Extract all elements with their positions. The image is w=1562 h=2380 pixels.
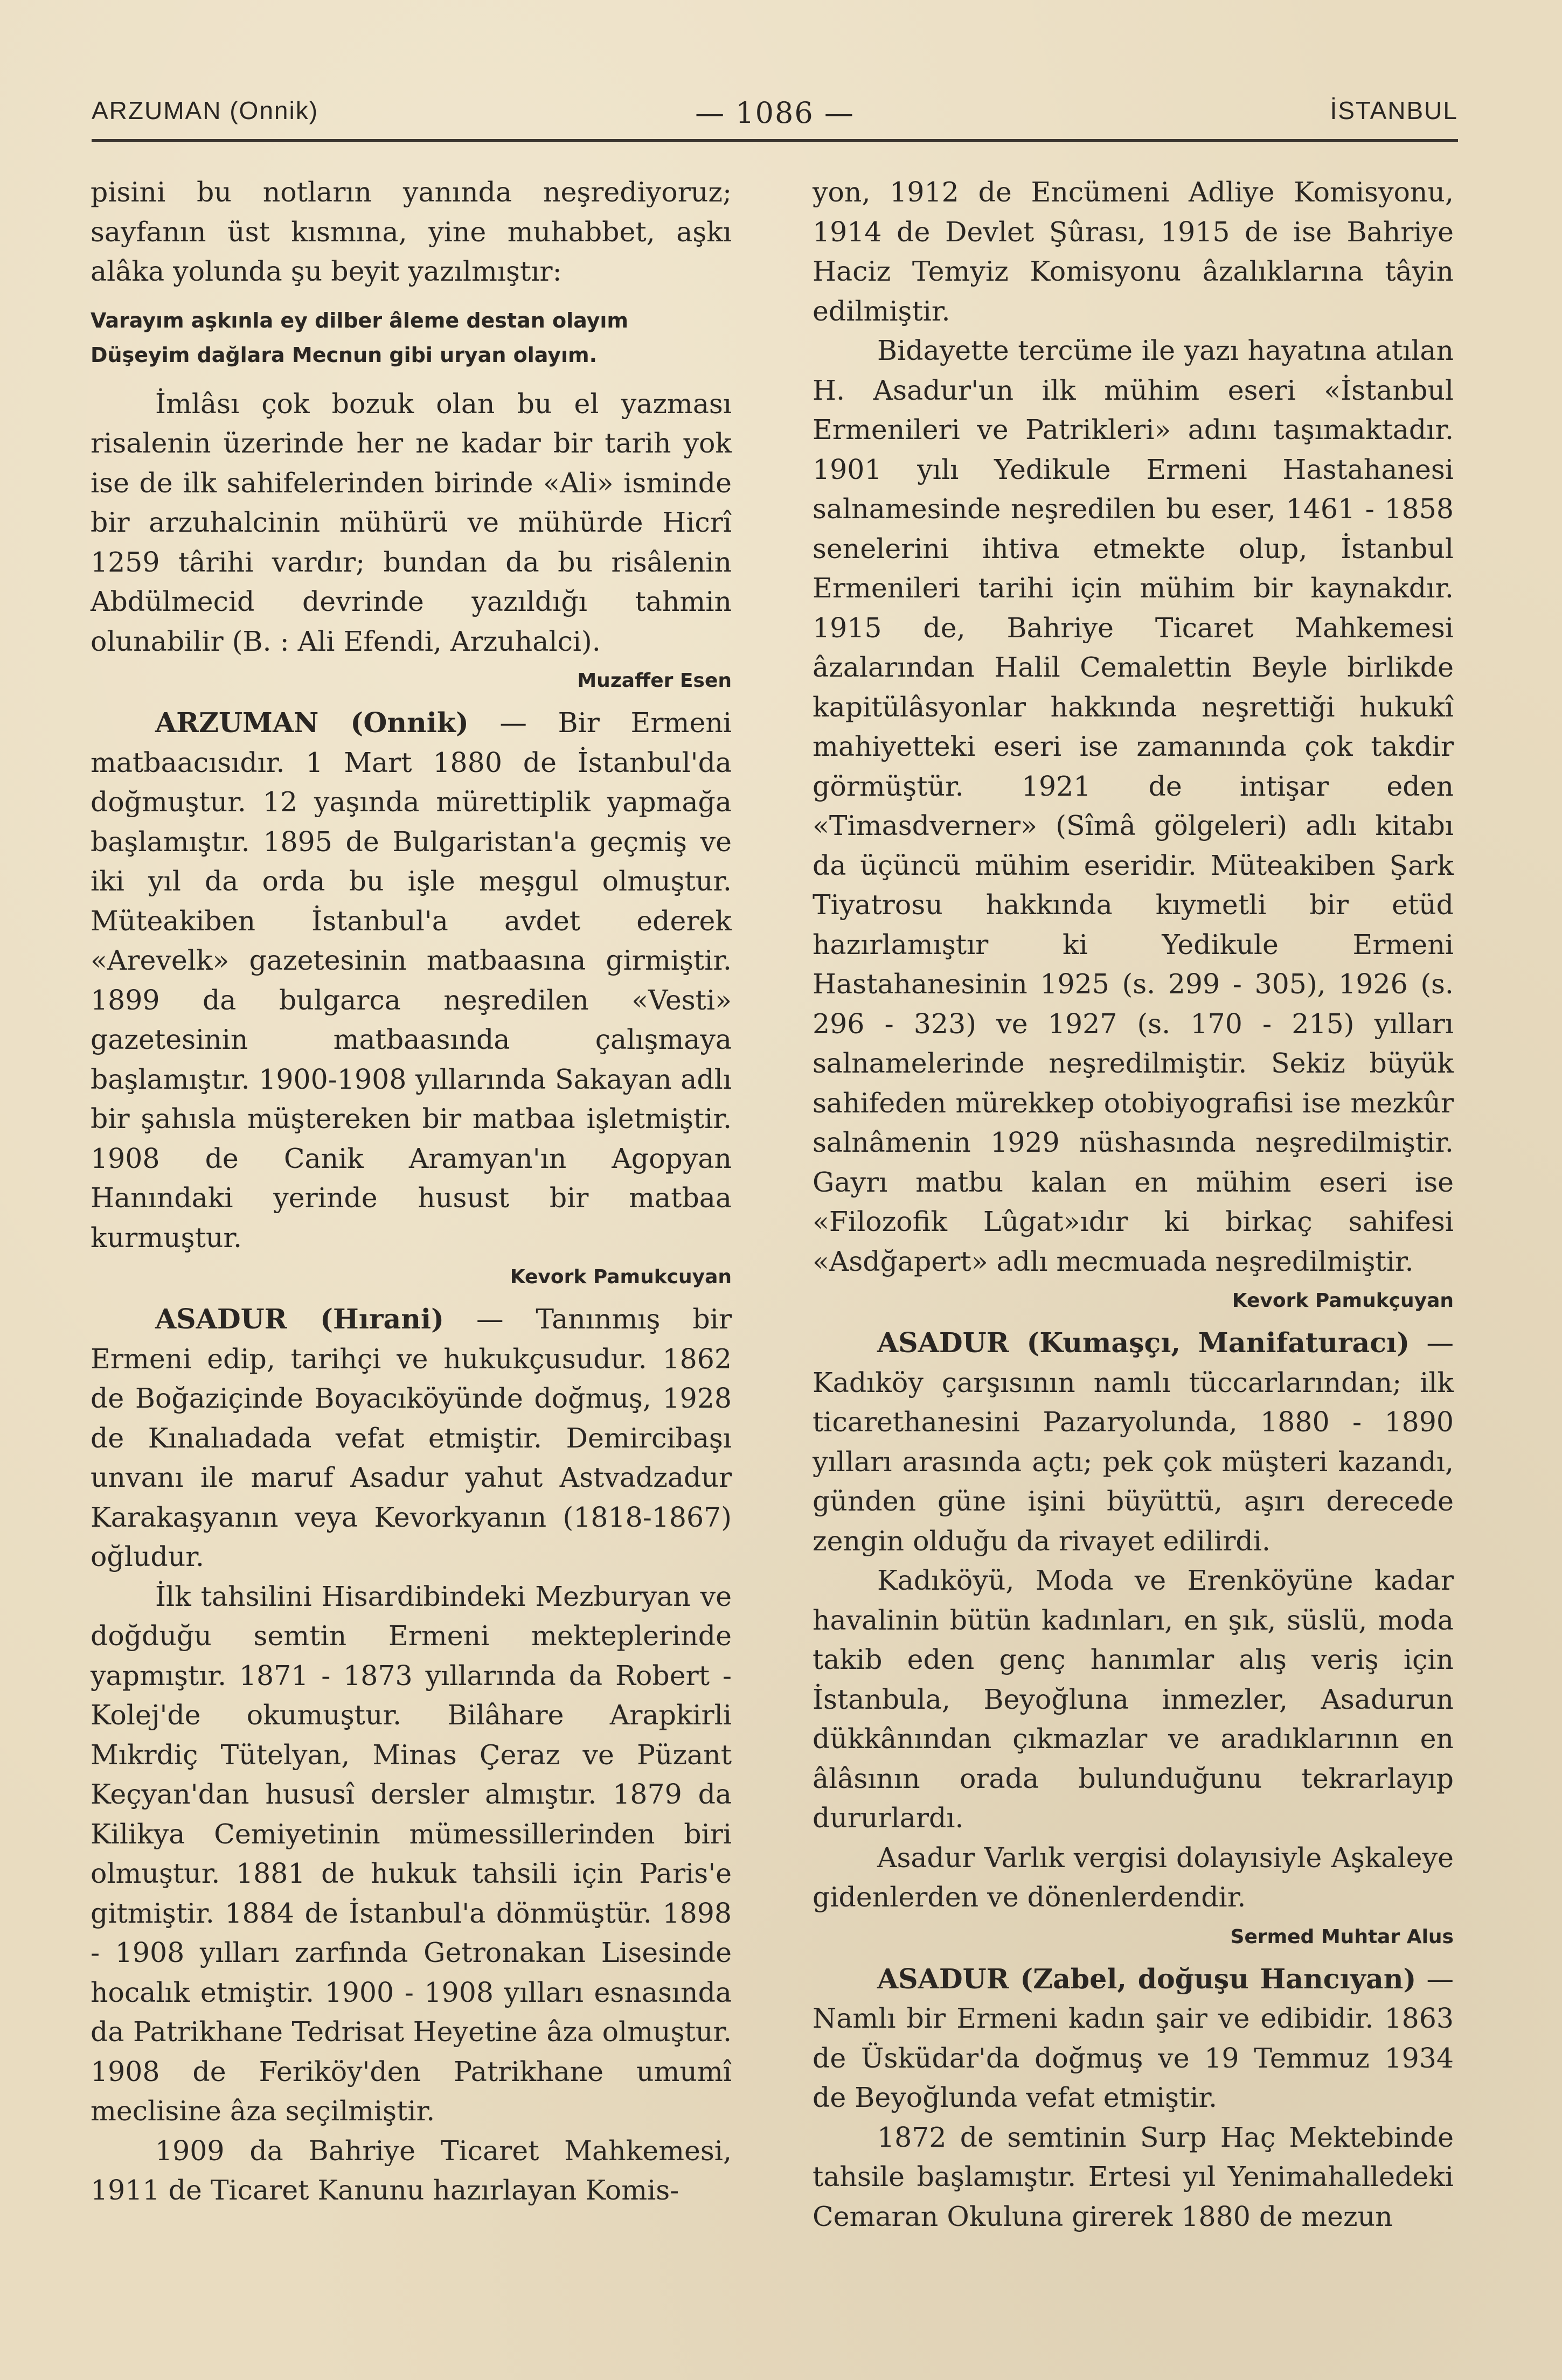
- entry-body: — Tanınmış bir Ermeni edip, tarihçi ve hukukçusudur. 1862 de Boğaziçinde Boyacıköyünde doğmuş, 1928 de Kınalıadada vefat etmiştir. Demircibaşı unvanı ile maruf Asadur yahut Astvadzadur Karakaşyanın veya Kevorkyanın (1818-1867) oğludur.: [91, 1303, 732, 1572]
- paragraph: pisini bu notların yanında neşrediyoruz; sayfanın üst kısmına, yine muhabbet, aşkı alâka yolunda şu beyit yazılmıştır:: [91, 176, 732, 287]
- header-entry-range: ARZUMAN (Onnik): [92, 96, 319, 124]
- paragraph: yon, 1912 de Encümeni Adliye Komisyonu, 1914 de Devlet Şûrası, 1915 de ise Bahriye Haciz Temyiz Komisyonu âzalıklarına tâyin edilmiştir.: [813, 176, 1454, 327]
- left-column: [91, 172, 732, 2210]
- entry-body: — Bir Ermeni matbaacısıdır. 1 Mart 1880 de İstanbul'da doğmuştur. 12 yaşında mürettiplik yapmağa başlamıştır. 1895 de Bulgaristan'a geçmiş ve iki yıl da orda bu işle meşgul olmuştur. Müteakiben İstanbul'a avdet ederek «Arevelk» gazetesinin matbaasına girmiştir. 1899 da bulgarca neşredilen «Vesti» gazetesinin matbaasında çalışmaya başlamıştır. 1900-1908 yıllarında Sakayan adlı bir şahısla müştereken bir matbaa işletmiştir. 1908 de Canik Aramyan'ın Agopyan Hanındaki yerinde husust bir matbaa kurmuştur.: [91, 707, 732, 1254]
- paragraph: 1872 de semtinin Surp Haç Mektebinde tahsile başlamıştır. Ertesi yıl Yenimahalledeki Cemaran Okuluna girerek 1880 de mezun: [813, 2121, 1454, 2232]
- page-number: — 1086 —: [695, 96, 855, 130]
- paragraph: Bidayette tercüme ile yazı hayatına atılan H. Asadur'un ilk mühim eseri «İstanbul Ermenileri ve Patrikleri» adını taşımaktadır. 1901 yılı Yedikule Ermeni Hastahanesi salnamesinde neşredilen bu eser, 1461 - 1858 senelerini ihtiva etmekte olup, İstanbul Ermenileri tarihi için mühim bir kaynakdır. 1915 de, Bahriye Ticaret Mahkemesi âzalarından Halil Cemalettin Beyle birlikde kapitülâsyonlar hakkında neşrettiği hukukî mahiyetteki eseri ise zamanında çok takdir görmüştür. 1921 de intişar eden «Timasdverner» (Sîmâ gölgeleri) adlı kitabı da üçüncü mühim eseridir. Müteakiben Şark Tiyatrosu hakkında kıymetli bir etüd hazırlamıştır ki Yedikule Ermeni Hastahanesinin 1925 (s. 299 - 305), 1926 (s. 296 - 323) ve 1927 (s. 170 - 215) yılları salnamelerinde neşredilmiştir. Sekiz büyük sahifeden mürekkep otobiyografisi ise mezkûr salnâmenin 1929 nüshasında neşredilmiştir. Gayrı matbu kalan en mühim eseri ise «Filozofik Lûgat»ıdır ki birkaç sahifesi «Asdğapert» adlı mecmuada neşredilmiştir.: [813, 335, 1454, 1277]
- entry-body: — Kadıköy çarşısının namlı tüccarlarından; ilk ticarethanesini Pazaryolunda, 1880 - 1890 yılları arasında açtı; pek çok müşteri kazandı, günden güne işini büyüttü, aşırı derecede zengin olduğu da rivayet edilirdi.: [813, 1327, 1454, 1557]
- verse-line: Düşeyim dağlara Mecnun gibi uryan olayım.: [91, 343, 598, 367]
- running-header: [92, 96, 1458, 139]
- entry-heading: ASADUR (Kumaşçı, Manifaturacı): [877, 1327, 1410, 1359]
- paragraph: İmlâsı çok bozuk olan bu el yazması risalenin üzerinde her ne kadar bir tarih yok ise de ilk sahifelerinden birinde «Ali» isminde bir arzuhalcinin mühürü ve mühürde Hicrî 1259 târihi vardır; bundan da bu risâlenin Abdülmecid devrinde yazıldığı tahmin olunabilir (B. : Ali Efendi, Arzuhalci).: [91, 387, 732, 657]
- paragraph: 1909 da Bahriye Ticaret Mahkemesi, 1911 de Ticaret Kanunu hazırlayan Komis-: [91, 2134, 732, 2206]
- entry-heading: ASADUR (Zabel, doğuşu Hancıyan): [877, 1963, 1417, 1995]
- entry-asadur-zabel: [813, 1959, 1454, 2118]
- author-signature: Kevork Pamukcuyan: [510, 1266, 732, 1288]
- entry-asadur-hirani: [91, 1299, 732, 1577]
- paragraph: İlk tahsilini Hisardibindeki Mezburyan ve doğduğu semtin Ermeni mekteplerinde yapmıştır. 1871 - 1873 yıllarında da Robert - Kolej'de okumuştur. Bilâhare Arapkirli Mıkrdiç Tütelyan, Minas Çeraz ve Püzant Keçyan'dan hususî dersler almıştır. 1879 da Kilikya Cemiyetinin mümessillerinden biri olmuştur. 1881 de hukuk tahsili için Paris'e gitmiştir. 1884 de İstanbul'a dönmüştür. 1898 - 1908 yılları zarfında Getronakan Lisesinde hocalık etmiştir. 1900 - 1908 yılları esnasında da Patrikhane Tedrisat Heyetine âza olmuştur. 1908 de Feriköy'den Patrikhane umumî meclisine âza seçilmiştir.: [91, 1580, 732, 2127]
- header-rule: [92, 139, 1458, 142]
- paragraph: Kadıköyü, Moda ve Erenköyüne kadar havalinin bütün kadınları, en şık, süslü, moda takib eden genç hanımlar alış veriş için İstanbula, Beyoğluna inmezler, Asadurun dükkânından çıkmazlar ve aradıklarının en âlâsının orada bulunduğunu tekrarlayıp dururlardı.: [813, 1564, 1454, 1834]
- author-signature: Sermed Muhtar Alus: [1230, 1925, 1454, 1948]
- entry-body: — Namlı bir Ermeni kadın şair ve edibidir. 1863 de Üsküdar'da doğmuş ve 19 Temmuz 1934 de Beyoğlunda vefat etmiştir.: [813, 1963, 1454, 2113]
- entry-heading: ARZUMAN (Onnik): [155, 707, 469, 739]
- entry-heading: ASADUR (Hırani): [155, 1303, 445, 1335]
- verse-line: Varayım aşkınla ey dilber âleme destan olayım: [91, 308, 629, 332]
- author-signature: Muzaffer Esen: [577, 670, 732, 692]
- header-volume-title: İSTANBUL: [1330, 96, 1458, 124]
- author-signature: Kevork Pamukçuyan: [1232, 1290, 1454, 1312]
- entry-arzuman: [91, 703, 732, 1257]
- entry-asadur-kumasci: [813, 1323, 1454, 1561]
- paragraph: Asadur Varlık vergisi dolayısiyle Aşkaleye gidenlerden ve dönenlerdendir.: [813, 1841, 1454, 1913]
- right-column: [813, 172, 1454, 2236]
- verse-couplet: [91, 303, 732, 372]
